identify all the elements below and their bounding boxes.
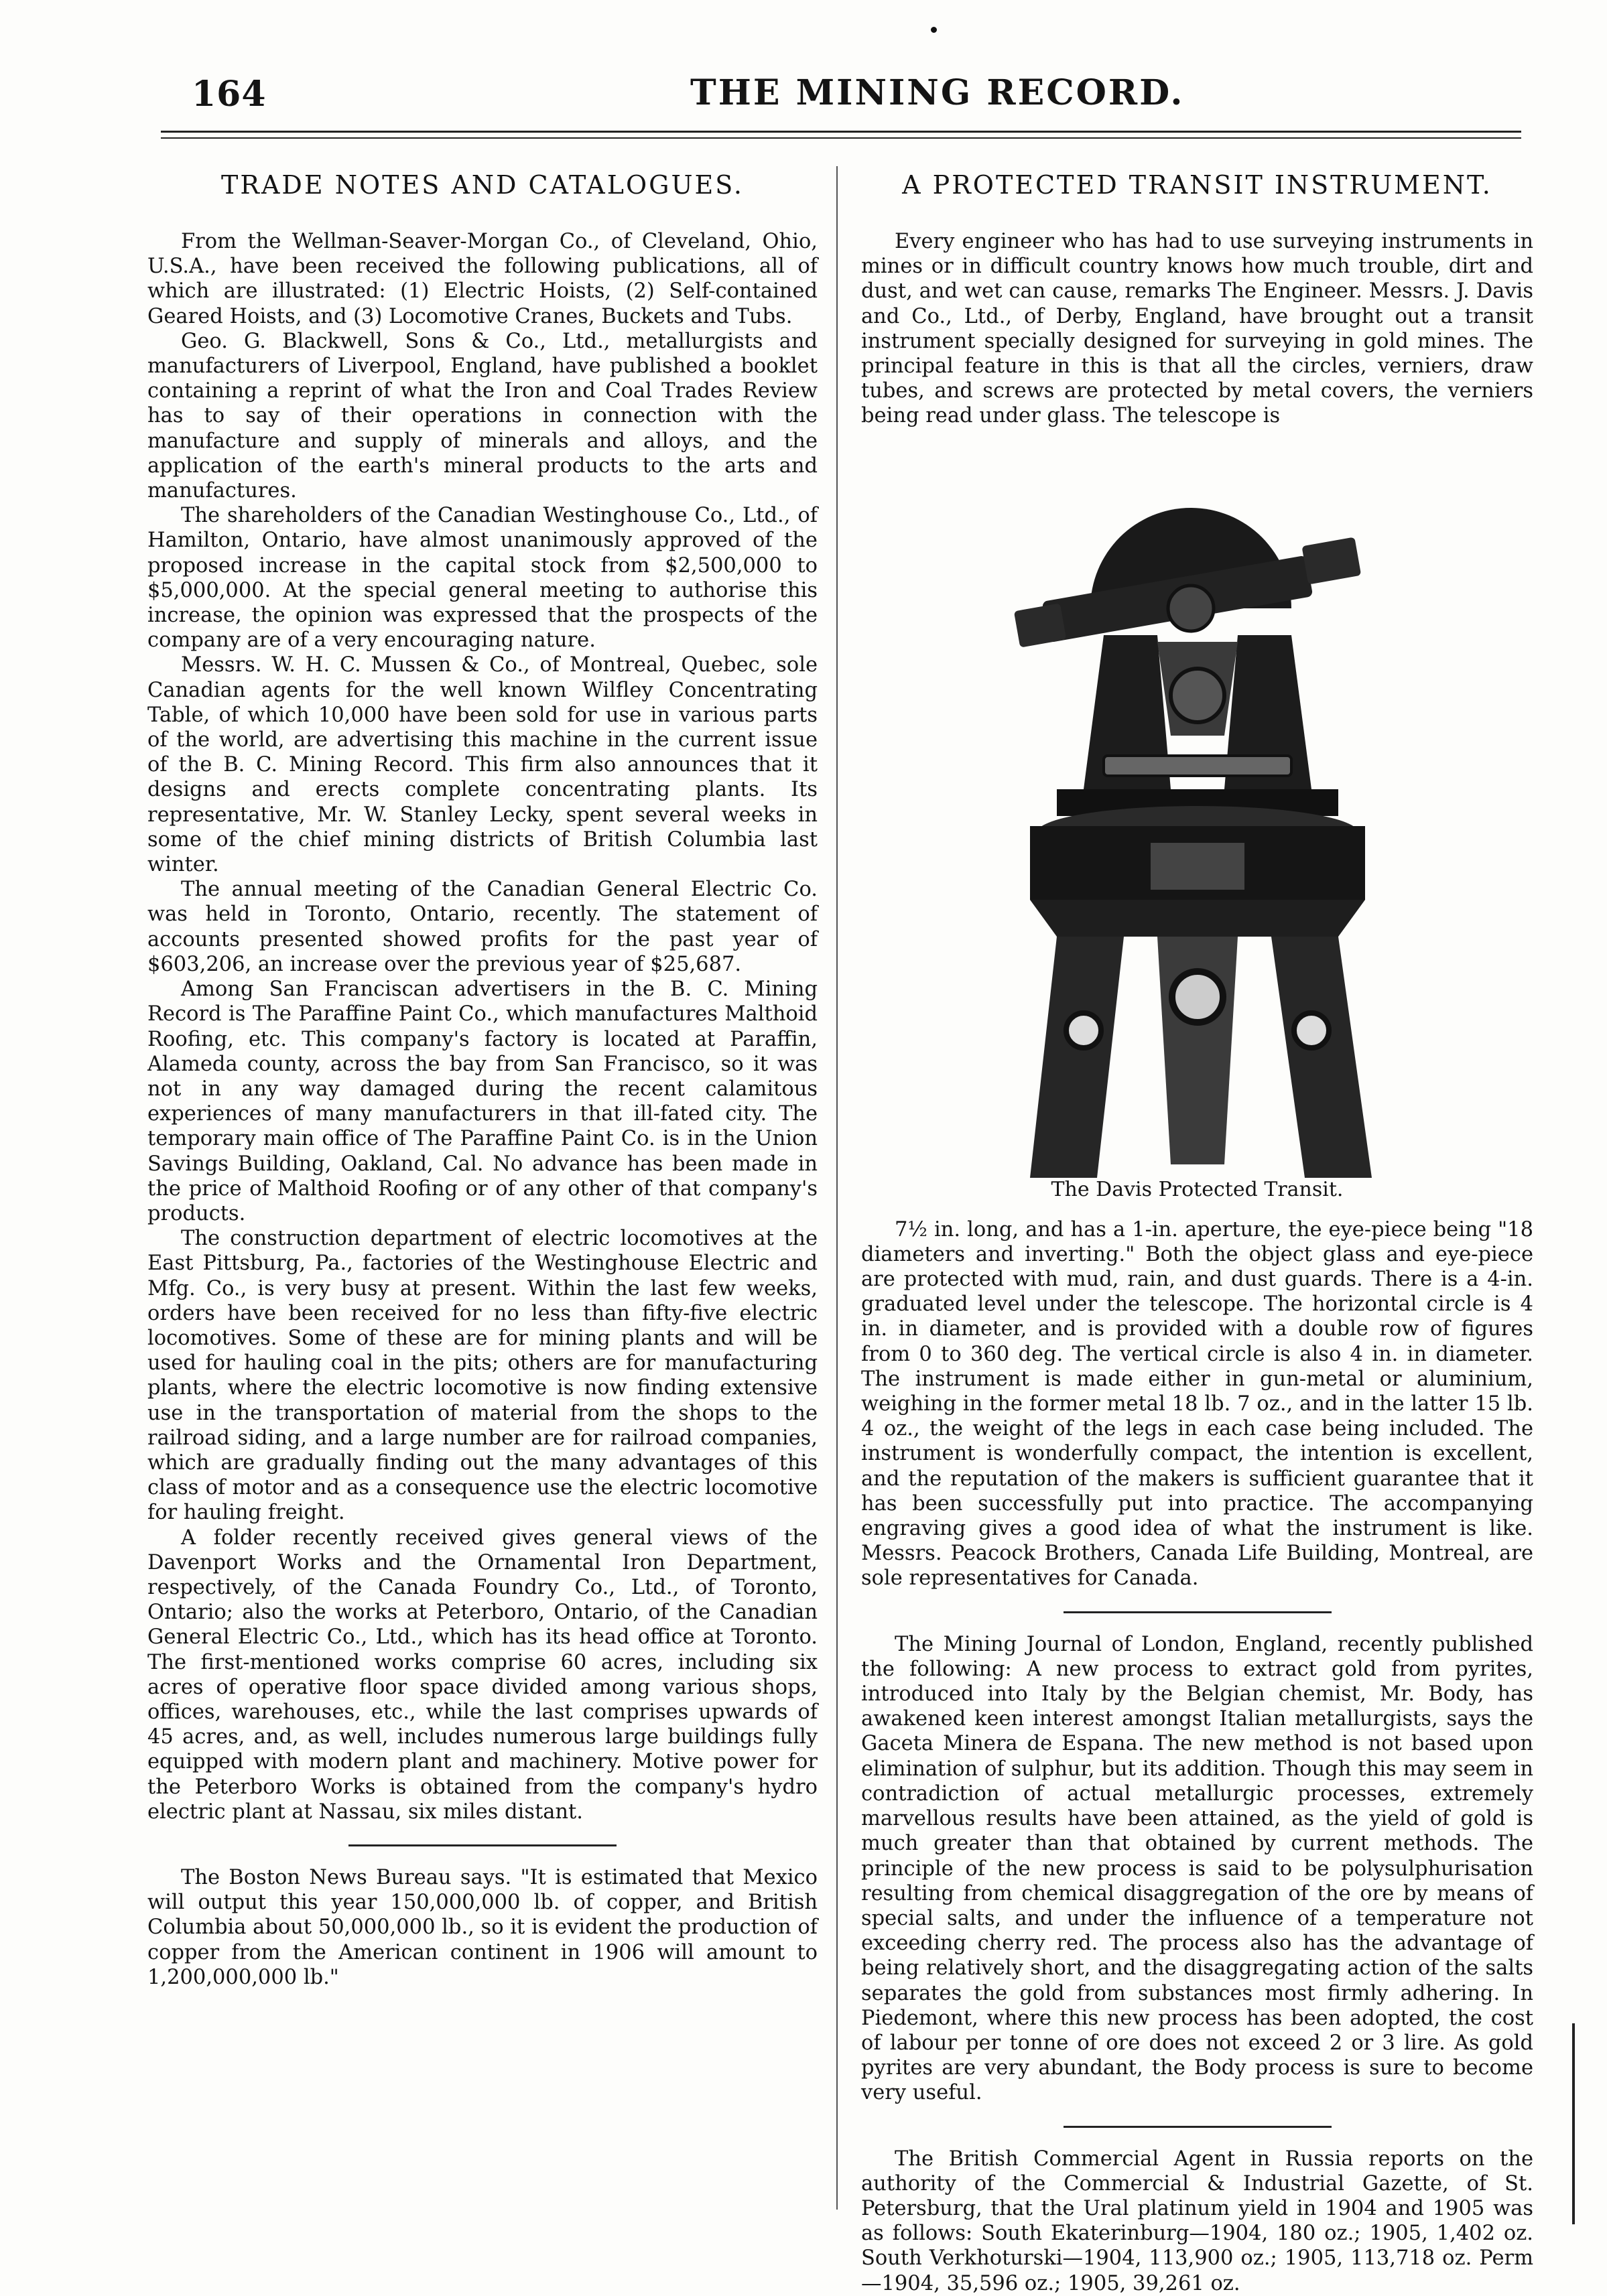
section-rule xyxy=(1064,2126,1332,2128)
header-rule-top xyxy=(161,131,1521,133)
boston-news-paragraph: The Boston News Bureau says. "It is estimated that Mexico will output this year 150,000,000 lb. of copper, and British Columbia about 50,000,000 lb., so it is evident the production of copper from the American continent in 1906 will amount to 1,200,000,000 lb." xyxy=(147,1866,818,1989)
column-divider xyxy=(836,166,838,2210)
article-paragraph: From the Wellman-Seaver-Morgan Co., of Cleveland, Ohio, U.S.A., have been received the following publications, all of which are illustrated: (1) Electric Hoists, (2) Self-contained Geared Hoists, and (3) Locomotive Cranes, Buckets and Tubs. xyxy=(147,230,818,328)
transit-instrument-illustration xyxy=(990,441,1405,1178)
article-paragraph: A folder recently received gives general views of the Davenport Works and the Ornamental Iron Department, respectively, of the Canada Foundry Co., Ltd., of Toronto, Ontario; also the works at Peterboro, Ontario, of the Canadian General Electric Co., Ltd., which has its head office at Toronto. The first-mentioned works comprise 60 acres, including six acres of operative floor space divided among various shops, offices, warehouses, etc., while the last comprises upwards of 45 acres, and, as well, includes numerous large buildings fully equipped with modern plant and machinery. Motive power for the Peterboro Works is obtained from the company's hydro electric plant at Nassau, six miles distant. xyxy=(147,1526,818,1824)
article-paragraph: The annual meeting of the Canadian General Electric Co. was held in Toronto, Ontario, recently. The statement of accounts presented showed profits for the past year of $603,206, an increase over the previous year of $25,687. xyxy=(147,878,818,976)
figure-caption: The Davis Protected Transit. xyxy=(1051,1177,1344,1201)
running-title: THE MINING RECORD. xyxy=(690,72,1185,113)
article-paragraph: The shareholders of the Canadian Westinghouse Co., Ltd., of Hamilton, Ontario, have almost unanimously approved of the proposed increase in the capital stock from $2,500,000 to $5,000,000. At the special general meeting to authorise this increase, the opinion was expressed that the prospects of the company are of a very encouraging nature. xyxy=(147,504,818,653)
page-edge xyxy=(1572,2023,1575,2224)
transit-instrument-image xyxy=(990,441,1405,1178)
header-rule-bottom xyxy=(161,137,1521,139)
article-paragraph: The construction department of electric locomotives at the East Pittsburg, Pa., factories of the Westinghouse Electric and Mfg. Co., is very busy at present. Within the last few weeks, orders have been received for no less than fifty-five electric locomotives. Some of these are for mining plants and will be used for hauling coal in the pits; others are for manufacturing plants, where the electric locomotive is now finding extensive use in the transportation of material from the shops to the railroad siding, and a large number are for railroad companies, which are gradually finding out the many advantages of this class of motor and as a consequence use the electric locomotive for hauling freight. xyxy=(147,1227,818,1525)
article-paragraph: Among San Franciscan advertisers in the B. C. Mining Record is The Paraffine Paint Co., which manufactures Malthoid Roofing, etc. This company's factory is located at Paraffin, Alameda county, across the bay from San Francisco, so it was not in any way damaged during the recent calamitous experiences of many manufacturers in that ill-fated city. The temporary main office of The Paraffine Paint Co. is in the Union Savings Building, Oakland, Cal. No advance has been made in the price of Malthoid Roofing or of any other of that company's products. xyxy=(147,977,818,1225)
left-column xyxy=(147,167,818,1990)
left-column-title: TRADE NOTES AND CATALOGUES. xyxy=(221,170,744,200)
article-paragraph: Messrs. W. H. C. Mussen & Co., of Montreal, Quebec, sole Canadian agents for the well known Wilfley Concentrating Table, of which 10,000 have been sold for use in various parts of the world, are advertising this machine in the current issue of the B. C. Mining Record. This firm also announces that it designs and erects complete concentrating plants. Its representative, Mr. W. Stanley Lecky, spent several weeks in some of the chief mining districts of British Columbia last winter. xyxy=(147,653,818,877)
page-number: 164 xyxy=(192,74,267,115)
platinum-paragraph: The British Commercial Agent in Russia reports on the authority of the Commercial & Industrial Gazette, of St. Petersburg, that the Ural platinum yield in 1904 and 1905 was as follows: South Ekaterinburg—1904, 180 oz.; 1905, 1,402 oz. South Verkhoturski—1904, 113,900 oz.; 1905, 113,718 oz. Perm—1904, 35,596 oz.; 1905, 39,261 oz. xyxy=(861,2147,1533,2295)
section-rule xyxy=(1064,1611,1332,1613)
printer-mark xyxy=(931,27,937,33)
right-column xyxy=(861,167,1533,2296)
article-paragraph: Geo. G. Blackwell, Sons & Co., Ltd., metallurgists and manufacturers of Liverpool, England, have published a booklet containing a reprint of what the Iron and Coal Trades Review has to say of their operations in connection with the manufacture and supply of minerals and alloys, and the application of the earth's mineral products to the arts and manufactures. xyxy=(147,329,818,503)
right-column-title: A PROTECTED TRANSIT INSTRUMENT. xyxy=(902,170,1492,200)
mining-journal-paragraph: The Mining Journal of London, England, recently published the following: A new process to extract gold from pyrites, introduced into Italy by the Belgian chemist, Mr. Body, has awakened keen interest amongst Italian metallurgists, says the Gaceta Minera de Espana. The new method is not based upon elimination of sulphur, but its addition. Though this may seem in contradiction of actual metallurgic processes, extremely marvellous results have been attained, as the yield of gold is much greater than that obtained by current methods. The principle of the new process is said to be polysulphurisation resulting from chemical disaggregation of the ore by means of special salts, and under the influence of a temperature not exceeding cherry red. The process also has the advantage of being relatively short, and the disaggregating action of the salts separates the gold from substances most firmly adhering. In Piedemont, where this new process has been adopted, the cost of labour per tonne of ore does not exceed 2 or 3 lire. As gold pyrites are very abundant, the Body process is sure to become very useful. xyxy=(861,1632,1533,2105)
transit-intro-paragraph: Every engineer who has had to use surveying instruments in mines or in difficult country knows how much trouble, dirt and dust, and wet can cause, remarks The Engineer. Messrs. J. Davis and Co., Ltd., of Derby, England, have brought out a transit instrument specially designed for surveying in gold mines. The principal feature in this is that all the circles, verniers, draw tubes, and screws are protected by metal covers, the verniers being read under glass. The telescope is xyxy=(861,230,1533,428)
transit-description-paragraph: 7½ in. long, and has a 1-in. aperture, the eye-piece being "18 diameters and inverting." Both the object glass and eye-piece are protected with mud, rain, and dust guards. There is a 4-in. graduated level under the telescope. The horizontal circle is 4 in. in diameter, and is provided with a double row of figures from 0 to 360 deg. The vertical circle is also 4 in. in diameter. The instrument is made either in gun-metal or aluminium, weighing in the former metal 18 lb. 7 oz., and in the latter 15 lb. 4 oz., the weight of the legs in each case being included. The instrument is wonderfully compact, the intention is excellent, and the reputation of the makers is sufficient guarantee that it has been successfully put into practice. The accompanying engraving gives a good idea of what the instrument is like. Messrs. Peacock Brothers, Canada Life Building, Montreal, are sole representatives for Canada. xyxy=(861,1217,1533,1591)
section-rule xyxy=(348,1844,617,1846)
